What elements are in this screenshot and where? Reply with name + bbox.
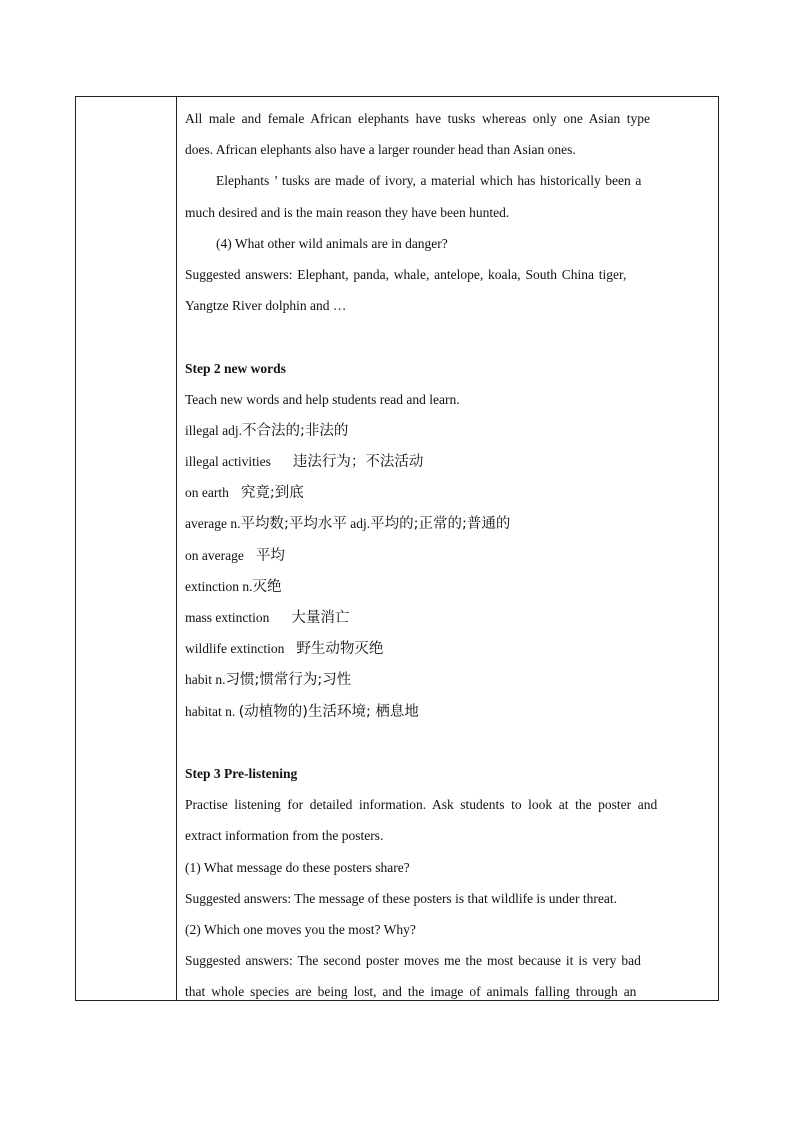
question-2: (2) Which one moves you the most? Why? (185, 921, 416, 937)
lesson-table (75, 96, 719, 1001)
vocab-meaning: 究竟;到底 (240, 485, 304, 502)
step-3-intro: extract information from the posters. (185, 828, 384, 844)
spacer (185, 321, 710, 352)
vocab-meaning: 违法行为；不法活动 (292, 454, 424, 471)
vocab-meaning: 不合法的;非法的 (241, 422, 349, 439)
vocab-item (185, 540, 710, 571)
answer-line: Suggested answers: The message of these posters is that wildlife is under threat. (185, 890, 618, 906)
answer-line: Suggested answers: Elephant, panda, whale, antelope, koala, South China tiger, (185, 266, 627, 282)
paragraph-line: All male and female African elephants have tusks whereas only one Asian type (185, 111, 651, 126)
vocab-item (185, 602, 710, 633)
step-3-heading: Step 3 Pre-listening (185, 765, 298, 781)
answer-line: that whole species are being lost, and the image of animals falling through an (185, 984, 637, 1000)
vocab-word: on average (185, 547, 244, 563)
vocab-item (185, 571, 710, 602)
vocab-word: extinction n. (185, 578, 253, 594)
step-2-heading: Step 2 new words (185, 360, 286, 376)
vocab-word: illegal activities (185, 454, 271, 470)
paragraph-line: does. African elephants also have a larger rounder head than Asian ones. (185, 142, 576, 158)
vocab-item (185, 664, 710, 695)
vocab-meaning: (动植物的)生活环境; 栖息地 (238, 703, 419, 720)
vocab-meaning: 灭绝 (252, 578, 282, 595)
vocab-extra-word: adj. (350, 516, 371, 532)
vocab-meaning: 平均数;平均水平 (240, 516, 347, 533)
question-4: (4) What other wild animals are in danger? (216, 235, 448, 251)
vocab-meaning: 大量消亡 (291, 610, 350, 626)
answer-line: Yangtze River dolphin and … (185, 298, 347, 314)
vocab-word: on earth (185, 485, 229, 501)
vocab-meaning: 野生动物灭绝 (296, 641, 384, 658)
left-column-cell (76, 97, 177, 1000)
vocab-word: habitat n. (185, 703, 236, 719)
question-1: (1) What message do these posters share? (185, 859, 410, 875)
vocab-item (185, 633, 710, 664)
vocab-extra-meaning: 平均的;正常的;普通的 (370, 516, 511, 533)
vocab-word: illegal adj. (185, 422, 242, 438)
answer-line: Suggested answers: The second poster moves me the most because it is very bad (185, 953, 641, 969)
vocab-word: wildlife extinction (185, 641, 285, 657)
vocab-word: average n. (185, 516, 241, 532)
vocab-item (185, 415, 710, 446)
vocab-word: habit n. (185, 672, 226, 688)
paragraph-line: Elephants ’ tusks are made of ivory, a material which has historically been a (216, 173, 642, 189)
paragraph-line: much desired and is the main reason they have been hunted. (185, 204, 510, 220)
vocab-item (185, 508, 710, 539)
vocab-word: mass extinction (185, 610, 270, 625)
step-2-intro: Teach new words and help students read and learn. (185, 391, 460, 407)
vocab-meaning: 习惯;惯常行为;习性 (225, 672, 352, 689)
vocab-item (185, 477, 710, 508)
spacer (185, 727, 710, 758)
vocab-meaning: 平均 (255, 547, 285, 564)
vocab-item (185, 696, 710, 727)
step-3-intro: Practise listening for detailed information. Ask students to look at the poster and (185, 797, 658, 813)
content-cell (177, 97, 718, 1000)
vocab-item (185, 446, 710, 477)
